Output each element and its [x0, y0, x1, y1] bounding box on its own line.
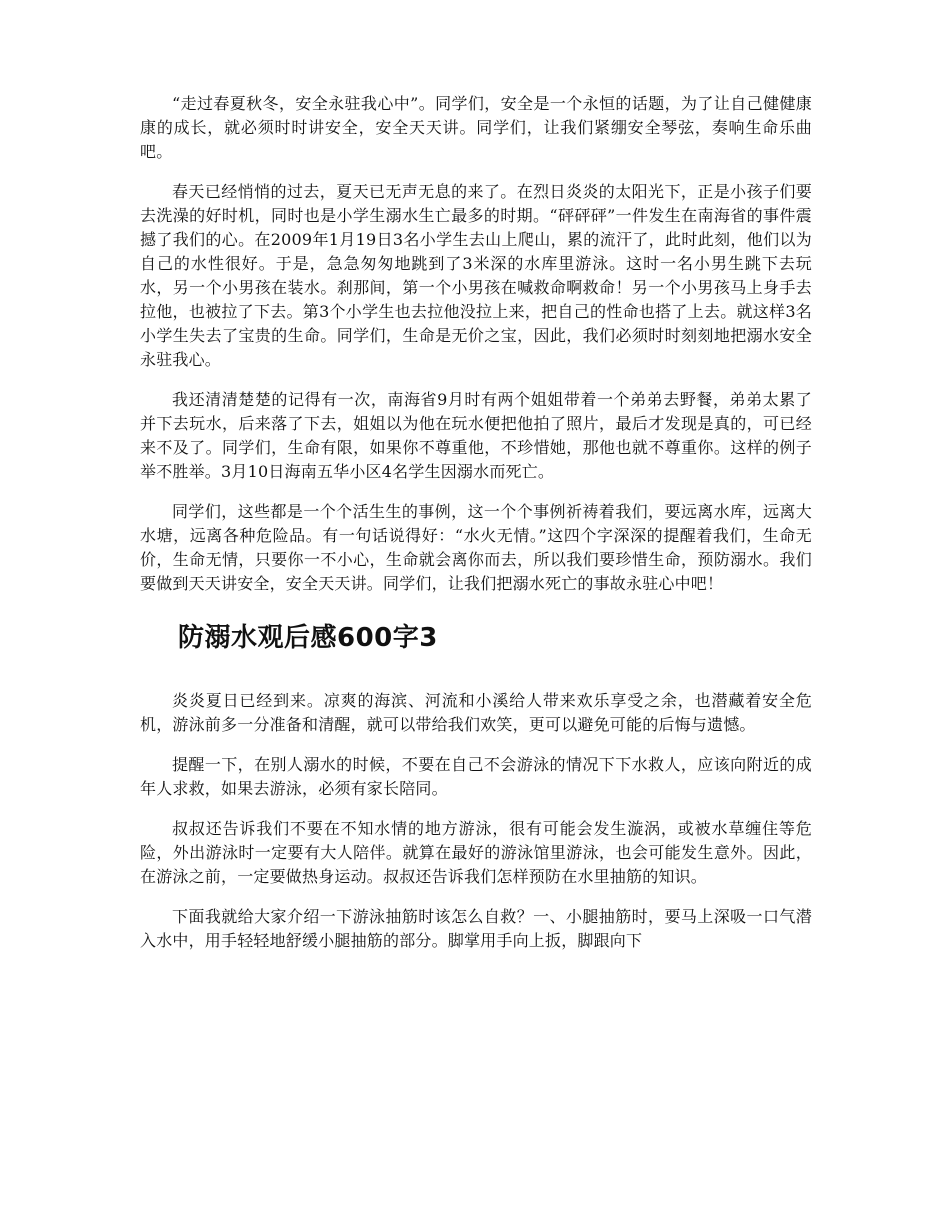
paragraph: 提醒一下，在别人溺水的时候，不要在自己不会游泳的情况下下水救人，应该向附近的成年人求救，如果去游泳，必须有家长陪同。	[140, 755, 812, 798]
paragraph: 叔叔还告诉我们不要在不知水情的地方游泳，很有可能会发生漩涡，或被水草缠住等危险，外出游泳时一定要有大人陪伴。就算在最好的游泳馆里游泳，也会可能发生意外。因此，在游泳之前，一定要做热身运动。叔叔还告诉我们怎样预防在水里抽筋的知识。	[140, 819, 812, 886]
document-page	[140, 92, 812, 969]
paragraph: “走过春夏秋冬，安全永驻我心中”。同学们，安全是一个永恒的话题，为了让自己健健康康的成长，就必须时时讲安全，安全天天讲。同学们，让我们紧绷安全琴弦，奏响生命乐曲吧。	[140, 94, 812, 161]
paragraph: 同学们，这些都是一个个活生生的事例，这一个个事例祈祷着我们，要远离水库，远离大水塘，远离各种危险品。有一句话说得好：“水火无情。”这四个字深深的提醒着我们，生命无价，生命无情，只要你一不小心，生命就会离你而去，所以我们要珍惜生命，预防溺水。我们要做到天天讲安全，安全天天讲。同学们，让我们把溺水死亡的事故永驻心中吧！	[140, 502, 812, 593]
paragraph: 下面我就给大家介绍一下游泳抽筋时该怎么自救？一、小腿抽筋时，要马上深吸一口气潜入水中，用手轻轻地舒缓小腿抽筋的部分。脚掌用手向上扳，脚跟向下	[140, 907, 812, 950]
paragraph: 我还清清楚楚的记得有一次，南海省9月时有两个姐姐带着一个弟弟去野餐，弟弟太累了并下去玩水，后来落了下去，姐姐以为他在玩水便把他拍了照片，最后才发现是真的，可已经来不及了。同学们，生命有限，如果你不尊重他，不珍惜她，那他也就不尊重你。这样的例子举不胜举。3月10日海南五华小区4名学生因溺水而死亡。	[140, 390, 812, 481]
paragraph: 春天已经悄悄的过去，夏天已无声无息的来了。在烈日炎炎的太阳光下，正是小孩子们要去洗澡的好时机，同时也是小学生溺水生亡最多的时期。“砰砰砰”一件发生在南海省的事件震撼了我们的心。在2009年1月19日3名小学生去山上爬山，累的流汗了，此时此刻，他们以为自己的水性很好。于是，急急匆匆地跳到了3米深的水库里游泳。这时一名小男生跳下去玩水，另一个小男孩在装水。刹那间，第一个小男孩在喊救命啊救命！另一个小男孩马上身手去拉他，也被拉了下去。第3个小学生也去拉他没拉上来，把自己的性命也搭了上去。就这样3名小学生失去了宝贵的生命。同学们，生命是无价之宝，因此，我们必须时时刻刻地把溺水安全永驻我心。	[140, 182, 812, 369]
section-heading: 防溺水观后感600字3	[178, 623, 438, 653]
paragraph: 炎炎夏日已经到来。凉爽的海滨、河流和小溪给人带来欢乐享受之余，也潜藏着安全危机，游泳前多一分准备和清醒，就可以带给我们欢笑，更可以避免可能的后悔与遗憾。	[140, 691, 812, 734]
